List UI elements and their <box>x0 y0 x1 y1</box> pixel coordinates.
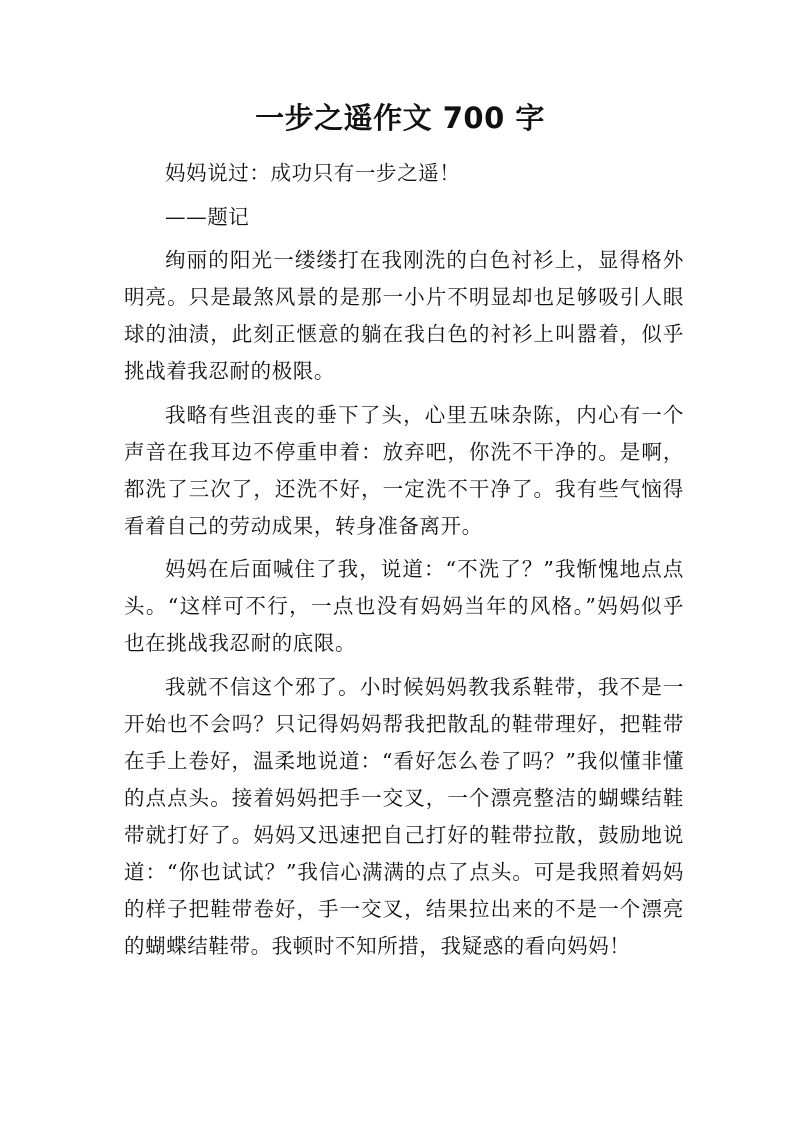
page-title: 一步之遥作文 700 字 <box>255 101 545 135</box>
paragraph-2: ——题记 <box>165 204 250 229</box>
paragraph-5: 妈妈在后面喊住了我，说道：“不洗了？”我惭愧地点点头。“这样可不行，一点也没有妈妈当年的风格。”妈妈似乎也在挑战我忍耐的底限。 <box>124 557 684 655</box>
paragraph-1: 妈妈说过：成功只有一步之遥！ <box>165 161 461 185</box>
essay-body <box>124 155 684 971</box>
paragraph-4: 我略有些沮丧的垂下了头，心里五味杂陈，内心有一个声音在我耳边不停重申着：放弃吧，你洗不干净的。是啊，都洗了三次了，还洗不好，一定洗不干净了。我有些气恼得看着自己的劳动成果，转身准备离开。 <box>124 402 684 538</box>
paragraph-3: 绚丽的阳光一缕缕打在我刚洗的白色衬衫上，显得格外明亮。只是最煞风景的是那一小片不明显却也足够吸引人眼球的油渍，此刻正惬意的躺在我白色的衬衫上叫嚣着，似乎挑战着我忍耐的极限。 <box>124 248 684 383</box>
paragraph-6: 我就不信这个邪了。小时候妈妈教我系鞋带，我不是一开始也不会吗？只记得妈妈帮我把散乱的鞋带理好，把鞋带在手上卷好，温柔地说道：“看好怎么卷了吗？”我似懂非懂的点点头。接着妈妈把手一交叉，一个漂亮整洁的蝴蝶结鞋带就打好了。妈妈又迅速把自己打好的鞋带拉散，鼓励地说道：“你也试试？”我信心满满的点了点头。可是我照着妈妈的样子把鞋带卷好，手一交叉，结果拉出来的不是一个漂亮的蝴蝶结鞋带。我顿时不知所措，我疑惑的看向妈妈！ <box>124 674 684 958</box>
